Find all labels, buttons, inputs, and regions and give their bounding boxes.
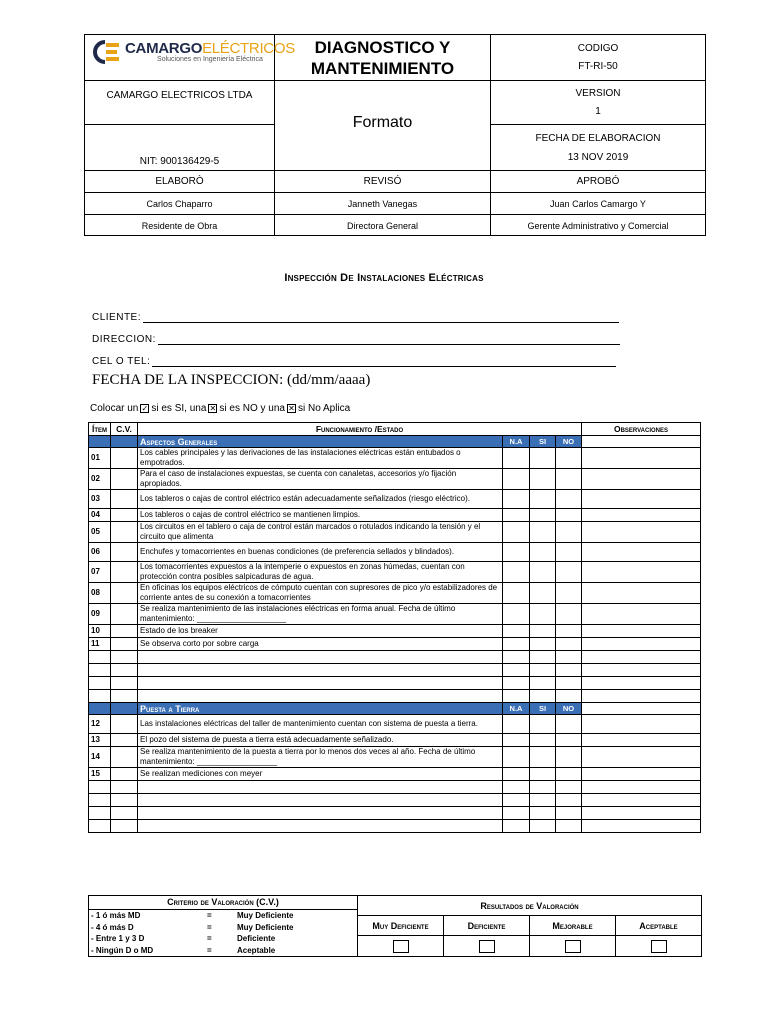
item-number <box>89 690 111 703</box>
reviso-label: REVISÓ <box>275 171 491 193</box>
item-description: Las instalaciones eléctricas del taller de mantenimiento cuentan con sistema de puesta a tierra. <box>138 715 503 734</box>
observaciones-cell[interactable] <box>582 638 701 651</box>
cv-cell[interactable] <box>111 807 138 820</box>
logo-brand-main: CAMARGO <box>125 39 203 57</box>
item-description <box>138 651 503 664</box>
cv-cell[interactable] <box>111 638 138 651</box>
table-row <box>89 747 701 768</box>
item-number <box>89 807 111 820</box>
observaciones-cell[interactable] <box>582 715 701 734</box>
no-checkbox[interactable] <box>556 625 582 638</box>
cv-cell[interactable] <box>111 715 138 734</box>
item-description: Los tableros o cajas de control eléctrico se mantienen limpios. <box>138 509 503 522</box>
item-number: 07 <box>89 562 111 583</box>
title-line-1: DIAGNOSTICO Y <box>314 37 451 57</box>
logo-cell <box>85 35 295 81</box>
codigo-label: CODIGO <box>577 43 619 54</box>
col-no: NO <box>556 436 582 448</box>
obs-blank <box>582 436 701 448</box>
item-number: 02 <box>89 469 111 490</box>
cv-cell[interactable] <box>111 820 138 833</box>
aprobo-label: APROBÓ <box>491 171 706 193</box>
no-checkbox[interactable] <box>556 768 582 781</box>
resultado-column <box>616 916 701 956</box>
observaciones-cell[interactable] <box>582 690 701 703</box>
title-line-2: MANTENIMIENTO <box>310 58 455 78</box>
col-no: NO <box>556 703 582 715</box>
item-number: 08 <box>89 583 111 604</box>
na-checkbox[interactable] <box>503 747 530 768</box>
na-checkbox[interactable] <box>503 794 530 807</box>
item-number <box>89 677 111 690</box>
si-checkbox[interactable] <box>530 715 556 734</box>
criterio-condition: - Ningún D o MD <box>91 945 154 955</box>
no-checkbox[interactable] <box>556 664 582 677</box>
company-name: CAMARGO ELECTRICOS LTDA <box>85 81 275 125</box>
criterio-row <box>89 922 357 934</box>
no-checkbox[interactable] <box>556 638 582 651</box>
observaciones-cell[interactable] <box>582 625 701 638</box>
criterio-condition: - 1 ó más MD <box>91 911 141 920</box>
resultado-label: Aceptable <box>616 916 701 936</box>
item-description <box>138 794 503 807</box>
na-checkbox[interactable] <box>503 522 530 543</box>
si-checkbox[interactable] <box>530 651 556 664</box>
version-label: VERSION <box>575 88 621 99</box>
resultado-checkbox[interactable] <box>479 940 495 953</box>
cv-cell[interactable] <box>111 522 138 543</box>
observaciones-cell[interactable] <box>582 768 701 781</box>
table-row <box>89 604 701 625</box>
observaciones-cell[interactable] <box>582 562 701 583</box>
no-checkbox[interactable] <box>556 562 582 583</box>
item-description: Los circuitos en el tablero o caja de control están marcados o rotulados indicando la tensión y el circuito que alimenta <box>138 522 503 543</box>
col-si: SI <box>530 436 556 448</box>
item-description <box>138 807 503 820</box>
item-number: 06 <box>89 543 111 562</box>
observaciones-cell[interactable] <box>582 469 701 490</box>
table-row <box>89 734 701 747</box>
resultado-label: Muy Deficiente <box>358 916 443 936</box>
table-row <box>89 583 701 604</box>
no-checkbox[interactable] <box>556 820 582 833</box>
observaciones-cell[interactable] <box>582 490 701 509</box>
no-checkbox[interactable] <box>556 522 582 543</box>
resultado-column <box>444 916 530 956</box>
observaciones-cell[interactable] <box>582 583 701 604</box>
si-checkbox[interactable] <box>530 583 556 604</box>
table-row <box>89 794 701 807</box>
item-number: 03 <box>89 490 111 509</box>
na-checkbox[interactable] <box>503 469 530 490</box>
table-row <box>89 664 701 677</box>
si-checkbox[interactable] <box>530 734 556 747</box>
checkbox-x-icon: ✕ <box>209 404 217 413</box>
document-header <box>84 34 706 236</box>
inspection-table <box>88 422 701 833</box>
section-header-row <box>89 703 701 715</box>
item-number: 09 <box>89 604 111 625</box>
criterio-equals: = <box>207 934 212 943</box>
no-checkbox[interactable] <box>556 794 582 807</box>
criterio-valoracion <box>88 895 358 957</box>
table-row <box>89 820 701 833</box>
cliente-line[interactable] <box>143 313 619 323</box>
item-number: 01 <box>89 448 111 469</box>
criterio-condition: - 4 ó más D <box>91 922 134 932</box>
cv-cell[interactable] <box>111 543 138 562</box>
resultado-column <box>530 916 616 956</box>
table-row <box>89 625 701 638</box>
observaciones-cell[interactable] <box>582 509 701 522</box>
si-checkbox[interactable] <box>530 490 556 509</box>
table-row <box>89 807 701 820</box>
direccion-line[interactable] <box>158 335 620 345</box>
section-header-row <box>89 436 701 448</box>
cv-cell[interactable] <box>111 651 138 664</box>
si-checkbox[interactable] <box>530 690 556 703</box>
na-checkbox[interactable] <box>503 651 530 664</box>
item-number: 04 <box>89 509 111 522</box>
si-checkbox[interactable] <box>530 562 556 583</box>
fecha-elaboracion-label: FECHA DE ELABORACION <box>535 132 661 144</box>
reviso-name: Janneth Vanegas <box>275 193 491 215</box>
observaciones-cell[interactable] <box>582 522 701 543</box>
section-name: Puesta a Tierra <box>138 703 503 715</box>
resultado-label: Deficiente <box>444 916 529 936</box>
criterio-condition: - Entre 1 y 3 D <box>91 934 145 943</box>
section-title: Inspección De Instalaciones Eléctricas <box>284 272 484 284</box>
si-checkbox[interactable] <box>530 664 556 677</box>
si-checkbox[interactable] <box>530 604 556 625</box>
no-checkbox[interactable] <box>556 583 582 604</box>
item-number <box>89 664 111 677</box>
na-checkbox[interactable] <box>503 638 530 651</box>
observaciones-cell[interactable] <box>582 604 701 625</box>
col-si: SI <box>530 703 556 715</box>
section-blank <box>89 436 111 448</box>
item-description: En oficinas los equipos eléctricos de cómputo cuentan con supresores de pico y/o estabilizadores de corriente antes de su conexión a tomacorrientes <box>138 583 503 604</box>
elaboro-role: Residente de Obra <box>85 215 275 236</box>
na-checkbox[interactable] <box>503 583 530 604</box>
table-row <box>89 781 701 794</box>
observaciones-cell[interactable] <box>582 794 701 807</box>
observaciones-cell[interactable] <box>582 664 701 677</box>
item-description <box>138 781 503 794</box>
company-nit: NIT: 900136429-5 <box>85 125 275 171</box>
criterio-title: Criterio de Valoración (C.V.) <box>89 896 357 910</box>
cv-cell[interactable] <box>111 664 138 677</box>
tel-field[interactable] <box>92 356 616 367</box>
si-checkbox[interactable] <box>530 625 556 638</box>
observaciones-cell[interactable] <box>582 734 701 747</box>
table-row <box>89 638 701 651</box>
criterio-equals: = <box>207 945 212 955</box>
criterio-equals: = <box>207 911 212 920</box>
observaciones-cell[interactable] <box>582 820 701 833</box>
resultado-checkbox[interactable] <box>393 940 409 953</box>
table-row <box>89 651 701 664</box>
table-row <box>89 690 701 703</box>
cv-cell[interactable] <box>111 690 138 703</box>
table-row <box>89 522 701 543</box>
no-checkbox[interactable] <box>556 677 582 690</box>
cv-cell[interactable] <box>111 604 138 625</box>
table-row <box>89 562 701 583</box>
na-checkbox[interactable] <box>503 490 530 509</box>
item-description: Se observa corto por sobre carga <box>138 638 503 651</box>
na-checkbox[interactable] <box>503 715 530 734</box>
observaciones-cell[interactable] <box>582 448 701 469</box>
cliente-field[interactable] <box>92 312 619 323</box>
logo-mark-icon <box>91 39 121 65</box>
no-checkbox[interactable] <box>556 651 582 664</box>
na-checkbox[interactable] <box>503 807 530 820</box>
si-checkbox[interactable] <box>530 638 556 651</box>
item-description: Para el caso de instalaciones expuestas, se cuenta con canaletas, accesorios y/o fijación apropiados. <box>138 469 503 490</box>
si-checkbox[interactable] <box>530 807 556 820</box>
table-row <box>89 768 701 781</box>
cliente-label: CLIENTE: <box>92 312 142 323</box>
cv-cell[interactable] <box>111 677 138 690</box>
company-logo <box>91 39 295 65</box>
cv-cell[interactable] <box>111 794 138 807</box>
item-number: 15 <box>89 768 111 781</box>
no-checkbox[interactable] <box>556 604 582 625</box>
elaboro-label: ELABORÒ <box>85 171 275 193</box>
item-number <box>89 820 111 833</box>
cv-cell[interactable] <box>111 768 138 781</box>
obs-blank <box>582 703 701 715</box>
no-checkbox[interactable] <box>556 715 582 734</box>
cv-cell[interactable] <box>111 562 138 583</box>
item-number <box>89 781 111 794</box>
si-checkbox[interactable] <box>530 522 556 543</box>
col-na: N.A <box>503 436 530 448</box>
na-checkbox[interactable] <box>503 562 530 583</box>
item-number: 11 <box>89 638 111 651</box>
item-description: Se realizan mediciones con meyer <box>138 768 503 781</box>
observaciones-cell[interactable] <box>582 651 701 664</box>
cv-cell[interactable] <box>111 781 138 794</box>
si-checkbox[interactable] <box>530 794 556 807</box>
document-subtitle: Formato <box>275 81 491 171</box>
si-checkbox[interactable] <box>530 509 556 522</box>
direccion-field[interactable] <box>92 334 620 345</box>
cv-cell[interactable] <box>111 734 138 747</box>
na-checkbox[interactable] <box>503 820 530 833</box>
legend-text-4: si No Aplica <box>297 403 351 414</box>
legend-text-1: Colocar un <box>90 403 139 414</box>
si-checkbox[interactable] <box>530 820 556 833</box>
item-description <box>138 820 503 833</box>
cv-cell[interactable] <box>111 509 138 522</box>
checkbox-check-icon: ✓ <box>141 404 149 413</box>
criterio-equals: = <box>207 922 212 932</box>
no-checkbox[interactable] <box>556 781 582 794</box>
na-checkbox[interactable] <box>503 690 530 703</box>
resultado-label: Mejorable <box>530 916 615 936</box>
item-description: Los tomacorrientes expuestos a la intemperie o expuestos en zonas húmedas, cuentan con protección contra posibles salpicaduras de agua. <box>138 562 503 583</box>
aprobo-role: Gerente Administrativo y Comercial <box>491 215 706 236</box>
no-checkbox[interactable] <box>556 734 582 747</box>
si-checkbox[interactable] <box>530 768 556 781</box>
checkbox-x-icon-2: ✕ <box>288 404 295 413</box>
reviso-role: Directora General <box>275 215 491 236</box>
tel-line[interactable] <box>152 357 616 367</box>
cv-cell[interactable] <box>111 448 138 469</box>
resultado-checkbox[interactable] <box>565 940 581 953</box>
si-checkbox[interactable] <box>530 781 556 794</box>
cv-cell[interactable] <box>111 625 138 638</box>
criterio-result: Muy Deficiente <box>237 922 294 932</box>
na-checkbox[interactable] <box>503 664 530 677</box>
item-description <box>138 664 503 677</box>
item-description <box>138 690 503 703</box>
cv-cell[interactable] <box>111 747 138 768</box>
legend <box>90 403 350 414</box>
version-value: 1 <box>595 106 601 117</box>
section-blank <box>111 436 138 448</box>
na-checkbox[interactable] <box>503 677 530 690</box>
item-description: Los tableros o cajas de control eléctrico están adecuadamente señalizados (riesgo eléctrico). <box>138 490 503 509</box>
observaciones-cell[interactable] <box>582 677 701 690</box>
codigo-value: FT-RI-50 <box>578 61 618 72</box>
no-checkbox[interactable] <box>556 448 582 469</box>
item-number <box>89 651 111 664</box>
criterio-row <box>89 933 357 945</box>
table-row <box>89 715 701 734</box>
si-checkbox[interactable] <box>530 543 556 562</box>
resultado-checkbox[interactable] <box>651 940 667 953</box>
item-number: 12 <box>89 715 111 734</box>
si-checkbox[interactable] <box>530 747 556 768</box>
item-description: Se realiza mantenimiento de la puesta a tierra por lo menos dos veces al año. Fecha de último mantenimiento: __________________ <box>138 747 503 768</box>
table-row <box>89 509 701 522</box>
item-description: Se realiza mantenimiento de las instalaciones eléctricas en forma anual. Fecha de último mantenimiento: ____________________ <box>138 604 503 625</box>
tel-label: CEL O TEL: <box>92 356 151 367</box>
observaciones-cell[interactable] <box>582 747 701 768</box>
no-checkbox[interactable] <box>556 807 582 820</box>
item-number: 10 <box>89 625 111 638</box>
logo-brand-accent: ELÉCTRICOS <box>202 39 295 57</box>
fecha-inspeccion: FECHA DE LA INSPECCION: (dd/mm/aaaa) <box>92 372 371 388</box>
item-number <box>89 794 111 807</box>
na-checkbox[interactable] <box>503 448 530 469</box>
table-row <box>89 543 701 562</box>
resultado-column <box>358 916 444 956</box>
header-item: Ítem <box>89 423 111 436</box>
logo-tagline: Soluciones en Ingeniería Eléctrica <box>157 55 263 63</box>
resultados-valoracion <box>358 895 702 957</box>
section-blank <box>89 703 111 715</box>
no-checkbox[interactable] <box>556 509 582 522</box>
item-number: 05 <box>89 522 111 543</box>
na-checkbox[interactable] <box>503 734 530 747</box>
observaciones-cell[interactable] <box>582 807 701 820</box>
na-checkbox[interactable] <box>503 781 530 794</box>
section-blank <box>111 703 138 715</box>
no-checkbox[interactable] <box>556 690 582 703</box>
no-checkbox[interactable] <box>556 469 582 490</box>
header-observaciones: Observaciones <box>582 423 701 436</box>
legend-text-2: si es SI, una <box>151 403 207 414</box>
document-title <box>275 35 491 81</box>
aprobo-name: Juan Carlos Camargo Y <box>491 193 706 215</box>
item-description: Los cables principales y las derivaciones de las instalaciones eléctricas están entubados o empotrados. <box>138 448 503 469</box>
table-row <box>89 469 701 490</box>
table-row <box>89 677 701 690</box>
no-checkbox[interactable] <box>556 543 582 562</box>
no-checkbox[interactable] <box>556 490 582 509</box>
direccion-label: DIRECCION: <box>92 334 156 345</box>
codigo-cell <box>491 35 706 81</box>
cv-cell[interactable] <box>111 469 138 490</box>
header-cv: C.V. <box>111 423 138 436</box>
na-checkbox[interactable] <box>503 604 530 625</box>
criterio-result: Muy Deficiente <box>237 911 294 920</box>
cv-cell[interactable] <box>111 490 138 509</box>
observaciones-cell[interactable] <box>582 543 701 562</box>
item-description: Estado de los breaker <box>138 625 503 638</box>
fecha-elaboracion-cell <box>491 125 706 171</box>
version-cell <box>491 81 706 125</box>
na-checkbox[interactable] <box>503 625 530 638</box>
cv-cell[interactable] <box>111 583 138 604</box>
si-checkbox[interactable] <box>530 448 556 469</box>
si-checkbox[interactable] <box>530 677 556 690</box>
na-checkbox[interactable] <box>503 509 530 522</box>
item-description: El pozo del sistema de puesta a tierra está adecuadamente señalizado. <box>138 734 503 747</box>
header-funcionamiento: Funcionamiento /Estado <box>138 423 582 436</box>
legend-text-3: si es NO y una <box>219 403 285 414</box>
item-number: 14 <box>89 747 111 768</box>
col-na: N.A <box>503 703 530 715</box>
table-row <box>89 448 701 469</box>
criterio-row <box>89 910 357 922</box>
no-checkbox[interactable] <box>556 747 582 768</box>
na-checkbox[interactable] <box>503 543 530 562</box>
si-checkbox[interactable] <box>530 469 556 490</box>
observaciones-cell[interactable] <box>582 781 701 794</box>
item-number: 13 <box>89 734 111 747</box>
resultados-title: Resultados de Valoración <box>358 896 701 916</box>
fecha-elaboracion-value: 13 NOV 2019 <box>567 151 629 163</box>
section-name: Aspectos Generales <box>138 436 503 448</box>
table-row <box>89 490 701 509</box>
criterio-result: Deficiente <box>237 934 276 943</box>
item-description <box>138 677 503 690</box>
na-checkbox[interactable] <box>503 768 530 781</box>
criterio-row <box>89 945 357 957</box>
item-description: Enchufes y tomacorrientes en buenas condiciones (de preferencia sellados y blindados). <box>138 543 503 562</box>
criterio-result: Aceptable <box>237 945 276 955</box>
elaboro-name: Carlos Chaparro <box>85 193 275 215</box>
